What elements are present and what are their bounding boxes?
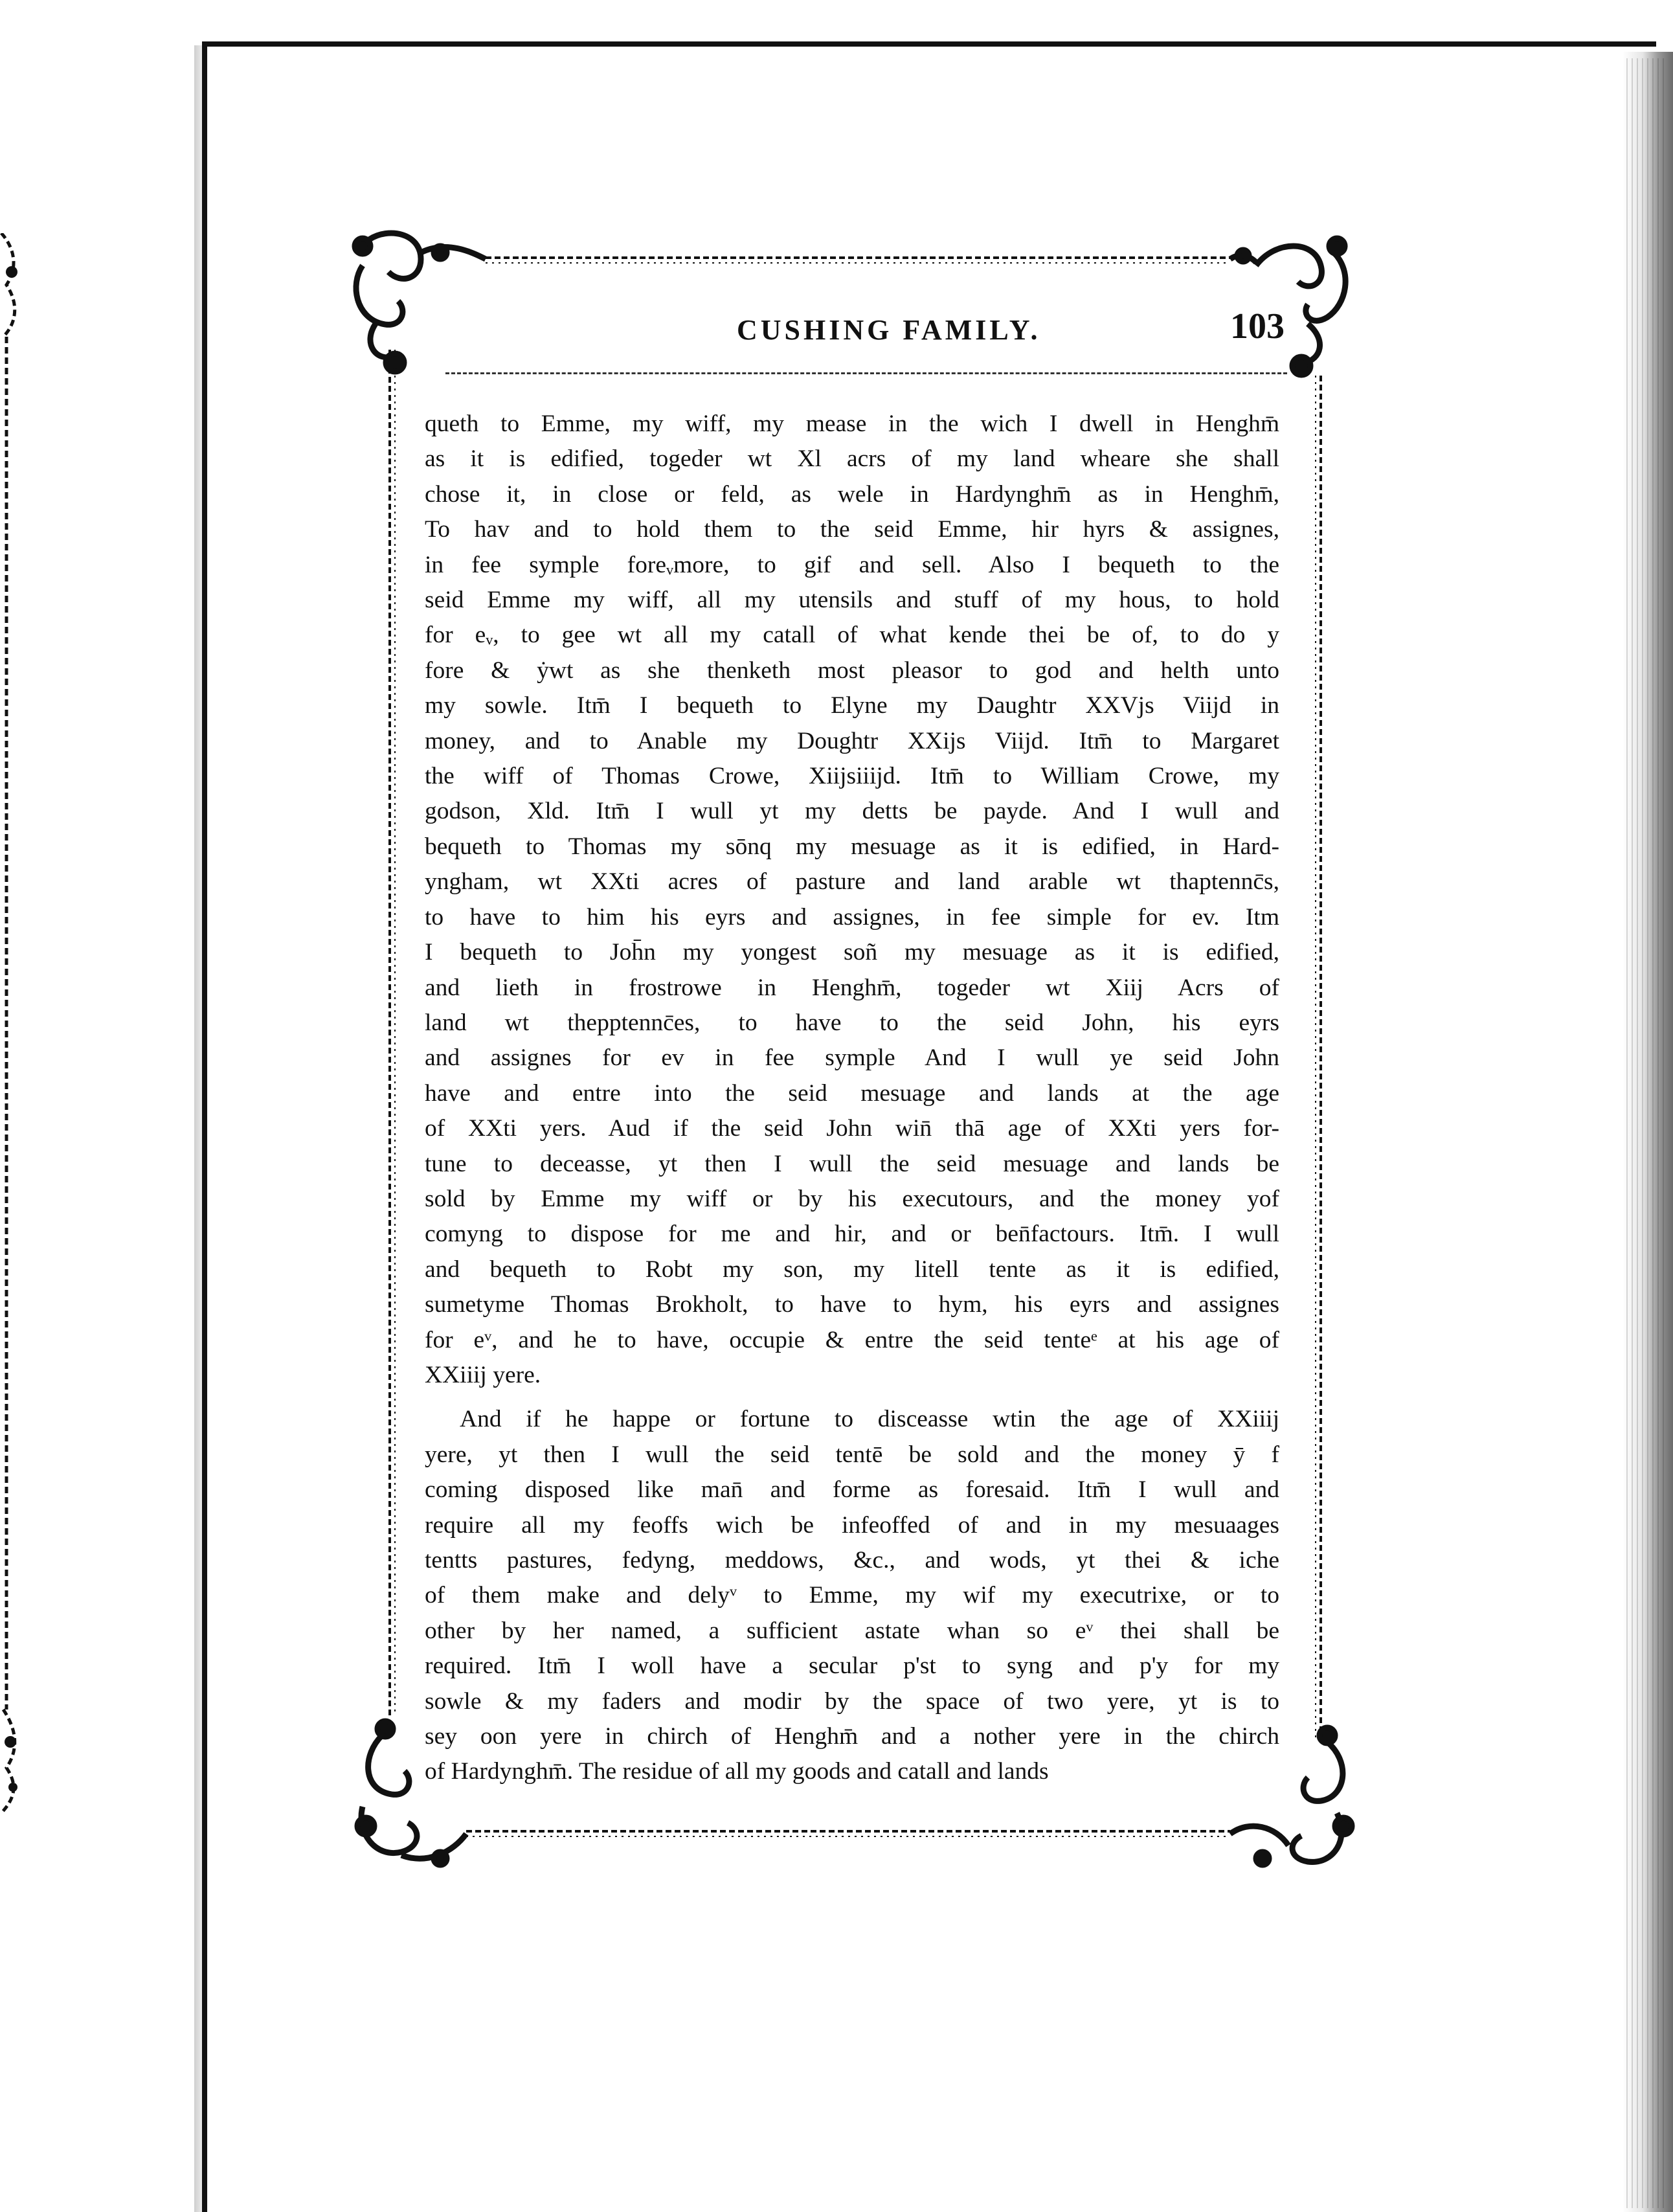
- text-line: other by her named, a sufficient astate whan so eᵛ thei shall be: [425, 1617, 1279, 1644]
- gutter-line: [202, 41, 207, 2212]
- page-top-edge: [206, 41, 1656, 47]
- text-line: in fee symple foreᵥmore, to gif and sell. Also I bequeth to the: [425, 551, 1279, 578]
- corner-ornament-top-left: [355, 233, 486, 372]
- text-line: require all my feoffs wich be infeoffed of and in my mesuaages: [425, 1511, 1279, 1539]
- text-line: seid Emme my wiff, all my utensils and stuff of my hous, to hold: [425, 587, 1279, 614]
- text-line: of XXti yers. Aud if the seid John win̄ thā age of XXti yers for-: [425, 1115, 1279, 1142]
- text-line: of Hardynghm̄. The residue of all my goods and catall and lands: [425, 1758, 1049, 1785]
- text-line: for eᵛ, and he to have, occupie & entre the seid tenteᵉ at his age of: [425, 1326, 1279, 1353]
- text-line: coming disposed like man̄ and forme as foresaid. Itm̄ I wull and: [425, 1476, 1279, 1504]
- text-line: sumetyme Thomas Brokholt, to have to hym, his eyrs and assignes: [425, 1291, 1279, 1318]
- page-stack-lines: [1626, 58, 1665, 2208]
- text-line: tune to deceasse, yt then I wull the seid mesuage and lands be: [425, 1150, 1279, 1177]
- text-line: my sowle. Itm̄ I bequeth to Elyne my Daughtr XXVjs Viijd in: [425, 692, 1279, 719]
- text-line: sey oon yere in chirch of Henghm̄ and a nother yere in the chirch: [425, 1723, 1279, 1750]
- text-line: tentts pastures, fedyng, meddows, &c., and wods, yt thei & iche: [425, 1547, 1279, 1574]
- text-line: have and entre into the seid mesuage and lands at the age: [425, 1079, 1279, 1107]
- text-line: and lieth in frostrowe in Henghm̄, togeder wt Xiij Acrs of: [425, 974, 1279, 1001]
- facing-page-border-ornament: [0, 233, 26, 1813]
- running-head: CUSHING FAMILY.: [737, 314, 1041, 346]
- body-text: [425, 407, 1279, 1790]
- text-line: comyng to dispose for me and hir, and or ben̄factours. Itm̄. I wull: [425, 1221, 1279, 1248]
- text-line: the wiff of Thomas Crowe, Xiijsiiijd. Itm̄ to William Crowe, my: [425, 763, 1279, 790]
- text-line: godson, Xld. Itm̄ I wull yt my detts be payde. And I wull and: [425, 798, 1279, 825]
- page-number: 103: [1230, 306, 1285, 346]
- text-line: sold by Emme my wiff or by his executours, and the money yof: [425, 1185, 1279, 1212]
- text-line: to have to him his eyrs and assignes, in fee simple for ev. Itm: [425, 903, 1279, 931]
- text-line: and assignes for ev in fee symple And I wull ye seid John: [425, 1044, 1279, 1072]
- text-line: money, and to Anable my Doughtr XXijs Viijd. Itm̄ to Margaret: [425, 727, 1279, 754]
- paragraph: [425, 1402, 1279, 1789]
- text-line: I bequeth to Joh̄n my yongest soñ my mesuage as it is edified,: [425, 939, 1279, 966]
- text-line: queth to Emme, my wiff, my mease in the wich I dwell in Henghm̄: [425, 411, 1279, 437]
- text-line: of them make and delyᵛ to Emme, my wif my executrixe, or to: [425, 1582, 1279, 1609]
- text-line: chose it, in close or feld, as wele in Hardynghm̄ as in Henghm̄,: [425, 480, 1279, 508]
- text-line: fore & ẏwt as she thenketh most pleasor to god and helth unto: [425, 657, 1279, 684]
- text-line: yngham, wt XXti acres of pasture and land arable wt thaptennc̄s,: [425, 868, 1279, 896]
- text-line: bequeth to Thomas my sōnq my mesuage as it is edified, in Hard-: [425, 833, 1279, 860]
- header-rule: [445, 372, 1287, 374]
- text-line: required. Itm̄ I woll have a secular p'st to syng and p'y for my: [425, 1653, 1279, 1680]
- text-line: XXiiij yere.: [425, 1361, 541, 1388]
- text-line: And if he happe or fortune to disceasse wtin the age of XXiiij: [460, 1406, 1279, 1433]
- text-line: and bequeth to Robt my son, my litell tente as it is edified,: [425, 1256, 1279, 1283]
- text-line: for eᵥ, to gee wt all my catall of what kende thei be of, to do y: [425, 622, 1279, 649]
- text-line: as it is edified, togeder wt Xl acrs of my land wheare she shall: [425, 446, 1279, 473]
- text-line: yere, yt then I wull the seid tentē be sold and the money ȳ f: [425, 1441, 1279, 1468]
- text-line: To hav and to hold them to the seid Emme, hir hyrs & assignes,: [425, 516, 1279, 543]
- paragraph: [425, 407, 1279, 1393]
- text-line: sowle & my faders and modir by the space of two yere, yt is to: [425, 1687, 1279, 1715]
- text-line: land wt thepptennc̄es, to have to the seid John, his eyrs: [425, 1009, 1279, 1036]
